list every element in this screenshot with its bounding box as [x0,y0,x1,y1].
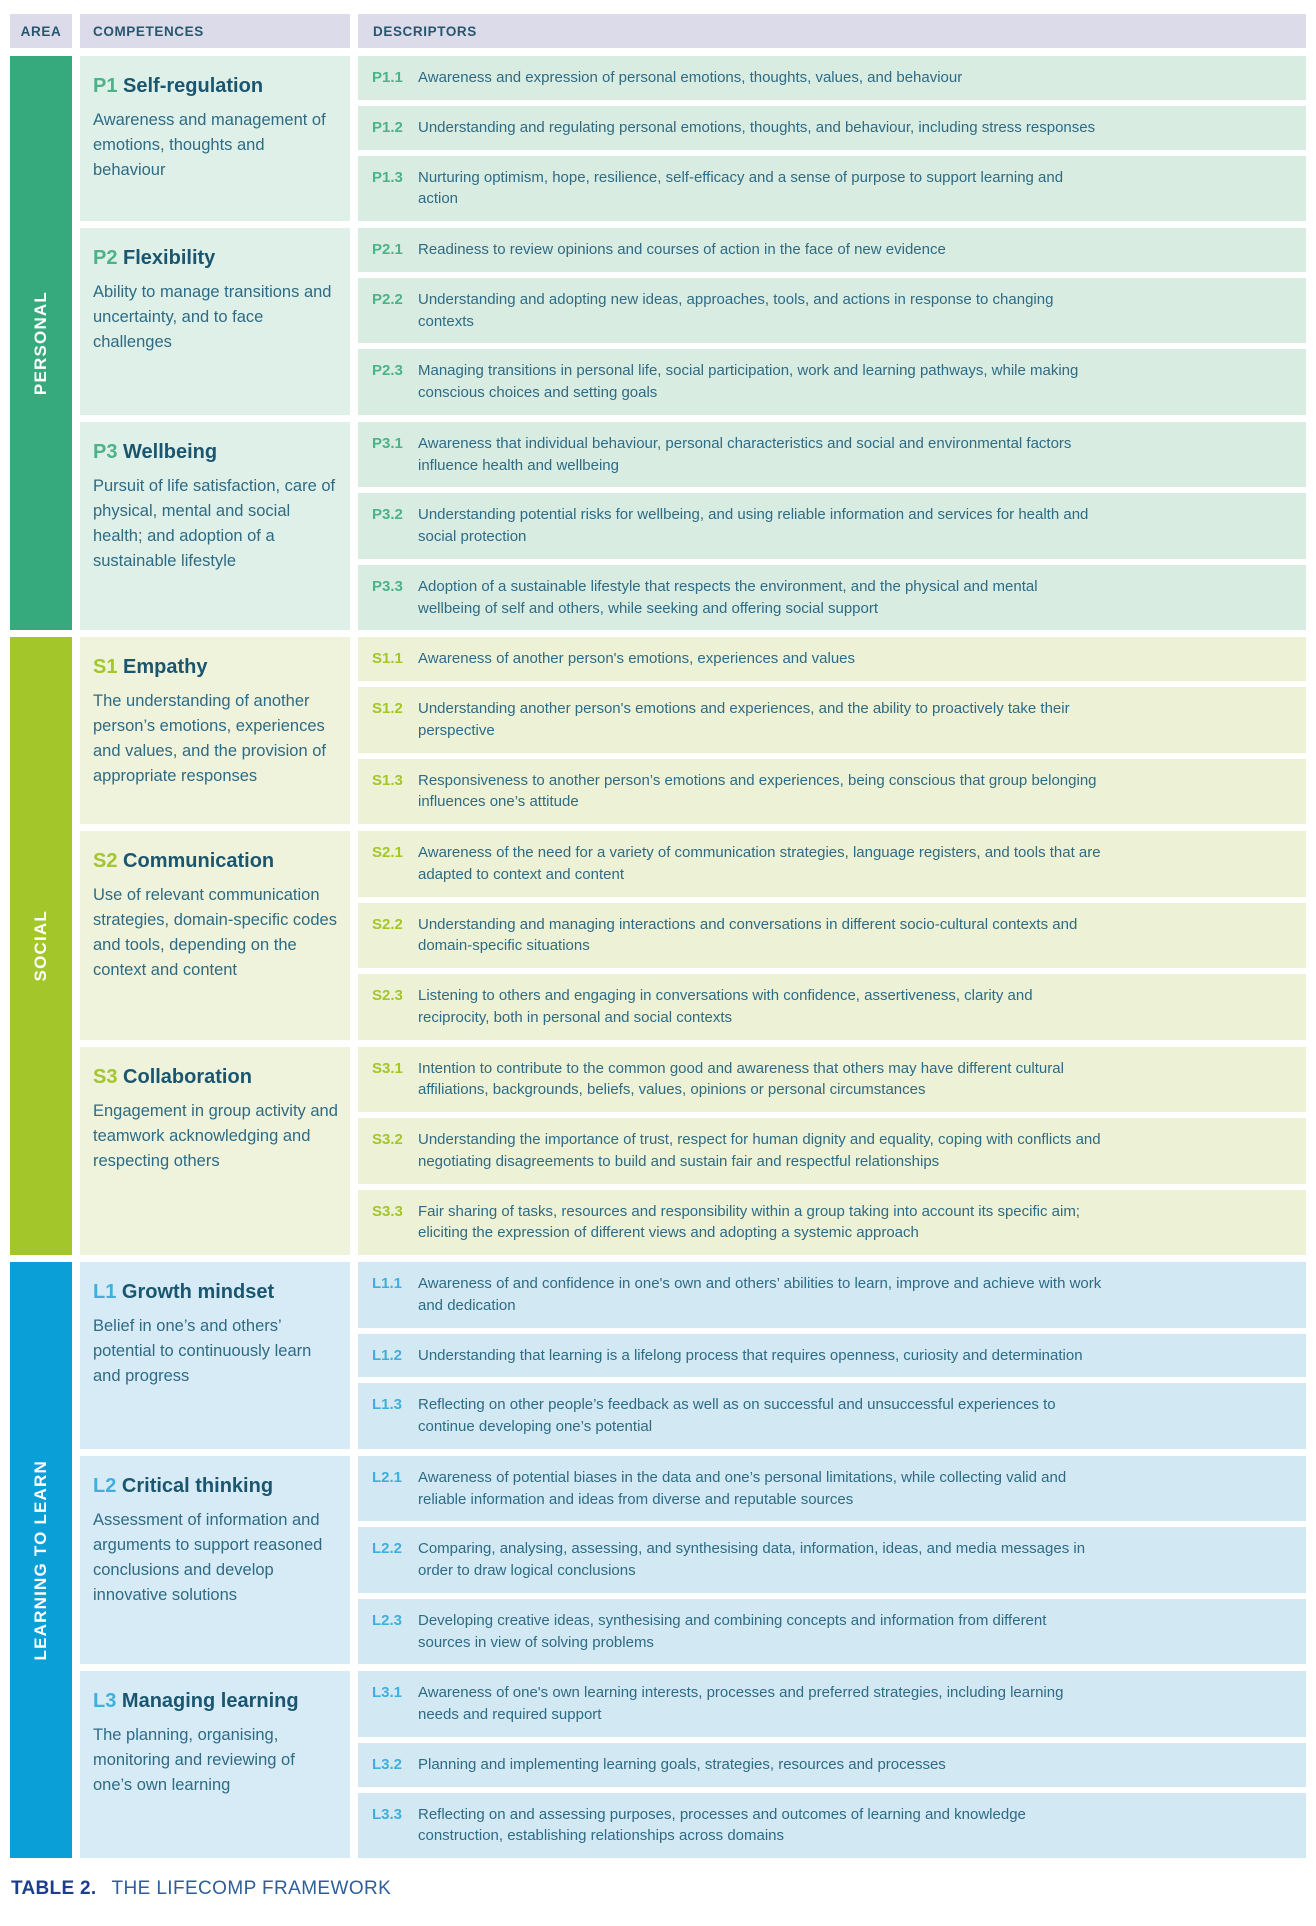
competence-rows [80,56,1306,630]
competence-row-p2 [80,228,1306,415]
competence-code: L2 [93,1474,122,1497]
descriptor-code: L2.1 [372,1468,403,1486]
competence-cell [80,422,350,631]
descriptor-code: L3.3 [372,1805,403,1823]
competence-row-l2 [80,1456,1306,1665]
competence-description: The understanding of another person’s emotions, experiences and values, and the provision of appropriate responses [93,692,326,786]
descriptor-row-s2.3 [358,974,1306,1040]
area-label: SOCIAL [31,910,50,982]
descriptor-row-p3.1 [358,422,1306,488]
descriptor-row-l3.2 [358,1743,1306,1787]
descriptor-code: P2.1 [372,241,403,258]
competence-cell [80,1456,350,1665]
area-section-social [10,637,1306,1255]
descriptor-column [358,1456,1306,1665]
descriptor-row-p2.1 [358,228,1306,272]
competence-description: The planning, organising, monitoring and reviewing of one’s own learning [93,1726,295,1795]
descriptor-row-s3.2 [358,1118,1306,1184]
descriptor-row-s1.3 [358,759,1306,825]
descriptor-code: P1.1 [372,69,403,86]
competence-rows [80,637,1306,1255]
competence-row-l1 [80,1262,1306,1449]
descriptor-column [358,637,1306,824]
descriptor-text: Adoption of a sustainable lifestyle that respects the environment, and the physical and mental wellbeing of self and others, while seeking and offering social support [418,577,1038,617]
descriptor-row-l1.1 [358,1262,1306,1328]
descriptor-text: Understanding another person's emotions and experiences, and the ability to proactively take their perspective [418,700,1070,739]
competence-row-p1 [80,56,1306,221]
competence-code: P2 [93,247,124,269]
descriptor-text: Understanding and adopting new ideas, approaches, tools, and actions in response to changing contexts [418,290,1054,330]
competence-cell [80,1262,350,1449]
descriptor-code: S1.1 [372,650,403,668]
descriptor-code: L1.1 [372,1275,403,1292]
descriptor-text: Awareness and expression of personal emotions, thoughts, values, and behaviour [418,69,963,86]
descriptor-code: S3.1 [372,1059,403,1077]
descriptor-code: P1.3 [372,168,403,186]
competence-title [93,655,338,680]
competence-cell [80,637,350,824]
descriptor-text: Nurturing optimism, hope, resilience, self-efficacy and a sense of purpose to support learning and action [418,168,1064,208]
competence-title [93,74,338,99]
descriptor-code: P1.2 [372,118,403,136]
descriptor-text: Reflecting on and assessing purposes, processes and outcomes of learning and knowledge construction, establishing relationships across domains [418,1805,1026,1845]
descriptor-row-l2.2 [358,1527,1306,1593]
competence-name: Wellbeing [123,440,218,463]
descriptor-row-s1.2 [358,687,1306,753]
descriptor-column [358,228,1306,415]
competence-code: P1 [93,75,124,97]
competence-title [93,1474,338,1499]
descriptor-row-l3.3 [358,1793,1306,1859]
competence-cell [80,228,350,415]
competence-title [93,1065,338,1090]
descriptor-row-s3.1 [358,1047,1306,1113]
descriptor-text: Intention to contribute to the common good and awareness that others may have different cultural affiliations, backgrounds, beliefs, values, opinions or personal circumstances [418,1059,1064,1099]
competence-name: Empathy [123,656,208,679]
descriptor-text: Awareness of another person's emotions, experiences and values [418,650,856,668]
competence-row-s1 [80,637,1306,824]
area-label: PERSONAL [31,291,50,396]
competence-name: Critical thinking [121,1474,274,1497]
competence-name: Flexibility [123,247,216,269]
competence-title [93,1280,338,1305]
table-header-row [10,14,1306,48]
descriptor-text: Awareness of the need for a variety of communication strategies, language registers, and tools that are adapted to context and content [418,844,1101,883]
competence-code: S1 [93,656,124,679]
competence-description: Assessment of information and arguments to support reasoned conclusions and develop innovative solutions [93,1510,323,1604]
descriptor-text: Understanding and managing interactions and conversations in different socio-cultural contexts and domain-specific situations [418,915,1078,955]
descriptor-row-s1.1 [358,637,1306,681]
descriptor-row-p1.3 [358,156,1306,222]
descriptor-column [358,831,1306,1040]
descriptor-text: Understanding the importance of trust, respect for human dignity and equality, coping with conflicts and negotiating disagreements to build and sustain fair and respectful relationships [418,1131,1101,1170]
area-bar-learning-to-learn [10,1262,72,1858]
header-area: AREA [10,14,72,48]
competence-cell [80,1047,350,1256]
competence-description: Awareness and management of emotions, thoughts and behaviour [93,111,326,180]
table-caption-title: THE LIFECOMP FRAMEWORK [111,1878,392,1899]
descriptor-text: Planning and implementing learning goals, strategies, resources and processes [418,1755,946,1773]
descriptor-code: P2.2 [372,290,403,308]
competence-cell [80,56,350,221]
descriptor-row-l2.3 [358,1599,1306,1665]
descriptor-text: Awareness of potential biases in the data and one’s personal limitations, while collecting valid and reliable information and ideas from diverse and reputable sources [418,1468,1067,1508]
area-label: LEARNING TO LEARN [31,1459,50,1661]
header-competences: COMPETENCES [80,14,350,48]
competence-row-s3 [80,1047,1306,1256]
descriptor-text: Comparing, analysing, assessing, and synthesising data, information, ideas, and media messages in order to draw logical conclusions [418,1540,1086,1579]
descriptor-code: L2.2 [372,1540,403,1558]
competence-name: Managing learning [121,1690,299,1713]
descriptor-code: L3.2 [372,1755,403,1773]
descriptor-column [358,1047,1306,1256]
descriptor-row-p3.2 [358,493,1306,559]
framework-table-body [10,56,1306,1858]
area-section-personal [10,56,1306,630]
descriptor-code: L2.3 [372,1611,403,1629]
area-bar-social [10,637,72,1255]
descriptor-row-l1.3 [358,1383,1306,1449]
descriptor-row-l1.2 [358,1334,1306,1378]
competence-description: Engagement in group activity and teamwork acknowledging and respecting others [93,1101,338,1170]
descriptor-text: Developing creative ideas, synthesising and combining concepts and information from different sources in view of solving problems [418,1611,1047,1651]
descriptor-code: P3.2 [372,506,403,524]
descriptor-code: S3.3 [372,1202,403,1220]
descriptor-row-s3.3 [358,1190,1306,1256]
competence-name: Communication [123,850,275,872]
competence-row-p3 [80,422,1306,631]
descriptor-code: L1.3 [372,1396,403,1414]
descriptor-text: Understanding that learning is a lifelong process that requires openness, curiosity and determination [418,1346,1083,1364]
descriptor-code: P3.3 [372,577,403,595]
descriptor-row-p3.3 [358,565,1306,631]
descriptor-code: S2.2 [372,915,403,933]
descriptor-row-p2.3 [358,349,1306,415]
descriptor-row-s2.2 [358,903,1306,969]
descriptor-text: Awareness of and confidence in one's own and others’ abilities to learn, improve and achieve with work and dedication [418,1275,1102,1314]
descriptor-code: S2.3 [372,987,403,1004]
descriptor-text: Listening to others and engaging in conversations with confidence, assertiveness, clarity and reciprocity, both in personal and social contexts [418,987,1033,1026]
descriptor-text: Responsiveness to another person’s emotions and experiences, being conscious that group belonging influences one’s attitude [418,771,1097,811]
descriptor-text: Managing transitions in personal life, social participation, work and learning pathways, while making conscious choices and setting goals [418,362,1079,401]
descriptor-column [358,1262,1306,1449]
descriptor-code: P2.3 [372,362,403,380]
descriptor-text: Readiness to review opinions and courses of action in the face of new evidence [418,241,946,258]
descriptor-code: L1.2 [372,1346,403,1364]
table-caption-label: TABLE 2. [11,1878,97,1899]
area-bar-personal [10,56,72,630]
competence-code: S2 [93,850,124,872]
descriptor-row-p2.2 [358,278,1306,344]
competence-description: Ability to manage transitions and uncertainty, and to face challenges [93,283,332,352]
descriptor-row-l3.1 [358,1671,1306,1737]
table-caption [10,1878,1306,1900]
descriptor-text: Reflecting on other people’s feedback as well as on successful and unsuccessful experiences to continue developing one’s potential [418,1396,1056,1435]
competence-title [93,849,338,874]
competence-rows [80,1262,1306,1858]
descriptor-row-s2.1 [358,831,1306,897]
competence-row-l3 [80,1671,1306,1858]
competence-code: L1 [93,1281,122,1303]
competence-row-s2 [80,831,1306,1040]
descriptor-text: Fair sharing of tasks, resources and responsibility within a group taking into account its specific aim; eliciting the expression of different views and adopting a systemic approach [418,1202,1080,1242]
descriptor-column [358,422,1306,631]
descriptor-text: Understanding potential risks for wellbeing, and using reliable information and services for health and social protection [418,506,1089,545]
descriptor-text: Understanding and regulating personal emotions, thoughts, and behaviour, including stress responses [418,118,1096,136]
competence-cell [80,831,350,1040]
competence-code: S3 [93,1065,124,1088]
descriptor-row-p1.1 [358,56,1306,100]
competence-name: Self-regulation [123,75,264,97]
descriptor-code: L3.1 [372,1684,403,1702]
competence-description: Pursuit of life satisfaction, care of physical, mental and social health; and adoption of a sustainable lifestyle [93,476,336,570]
descriptor-text: Awareness of one's own learning interests, processes and preferred strategies, including learning needs and required support [418,1684,1064,1723]
competence-name: Collaboration [123,1065,252,1088]
descriptor-column [358,1671,1306,1858]
descriptor-column [358,56,1306,221]
area-section-learning-to-learn [10,1262,1306,1858]
lifecomp-framework-table [10,14,1306,1900]
descriptor-code: S1.2 [372,700,403,717]
descriptor-row-p1.2 [358,106,1306,150]
descriptor-code: S1.3 [372,771,403,789]
descriptor-code: S3.2 [372,1131,403,1148]
competence-name: Growth mindset [121,1281,275,1303]
competence-description: Belief in one’s and others’ potential to continuously learn and progress [93,1317,312,1386]
competence-description: Use of relevant communication strategies, domain-specific codes and tools, depending on the context and content [93,886,337,980]
descriptor-row-l2.1 [358,1456,1306,1522]
competence-title [93,440,338,465]
competence-title [93,1689,338,1714]
competence-code: P3 [93,440,124,463]
competence-cell [80,1671,350,1858]
descriptor-code: P3.1 [372,434,403,452]
descriptor-text: Awareness that individual behaviour, personal characteristics and social and environmental factors influence health and wellbeing [418,434,1072,474]
competence-code: L3 [93,1690,122,1713]
descriptor-code: S2.1 [372,844,403,861]
competence-title [93,246,338,271]
header-descriptors: DESCRIPTORS [358,14,1306,48]
